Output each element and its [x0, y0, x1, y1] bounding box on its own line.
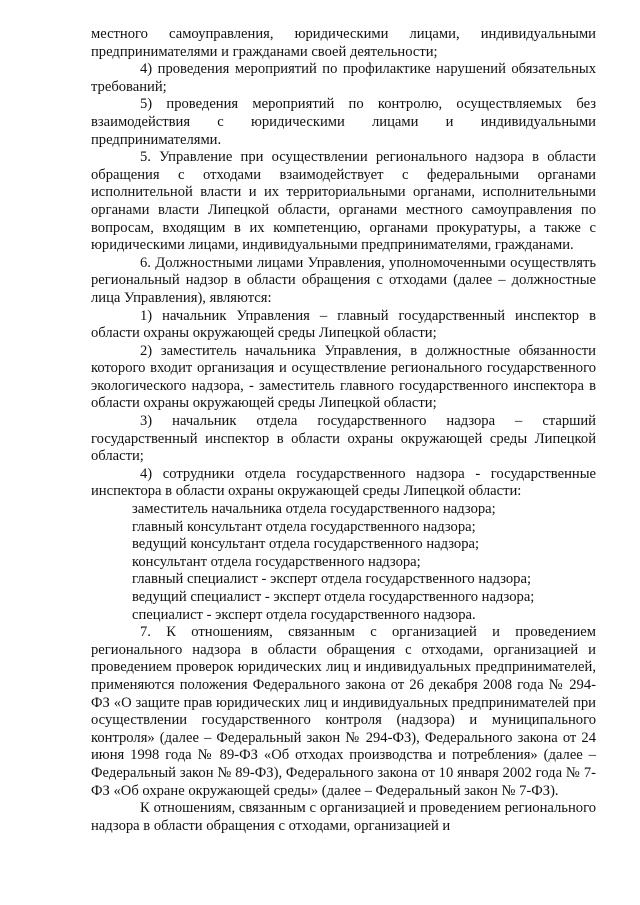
paragraph-official-3: 3) начальник отдела государственного надзора – старший государственный инспектор в области охраны окружающей среды Липецкой области;: [91, 413, 596, 465]
paragraph-clause-6: 6. Должностными лицами Управления, уполномоченными осуществлять региональный надзор в области обращения с отходами (далее – должностные лица Управления), являются:: [91, 254, 596, 306]
list-item: ведущий специалист - эксперт отдела государственного надзора;: [132, 589, 535, 605]
paragraph-official-2: 2) заместитель начальника Управления, в должностные обязанности которого входит организация и осуществление регионального государственного экологического надзора, - заместитель главного государственного инспектора в области охраны окружающей среды Липецкой области;: [91, 342, 596, 412]
paragraphs-after: [91, 624, 596, 835]
paragraph-clause-7: 7. К отношениям, связанным с организацией и проведением регионального надзора в области обращения с отходами, организацией и проведением проверок юридических лиц и индивидуальных предпринимателей, применяются положения Федерального закона от 26 декабря 2008 года № 294-ФЗ «О защите прав юридических лиц и индивидуальных предпринимателей при осуществлении государственного контроля (надзора) и муниципального контроля» (далее – Федеральный закон № 294-ФЗ), Федерального закона от 24 июня 1998 года № 89-ФЗ «Об отходах производства и потребления» (далее – Федеральный закон № 89-ФЗ), Федерального закона от 10 января 2002 года № 7-ФЗ «Об охране окружающей среды» (далее – Федеральный закон № 7-ФЗ).: [91, 624, 596, 799]
list-item: главный консультант отдела государственного надзора;: [132, 518, 476, 535]
list-item: ведущий консультант отдела государственного надзора;: [132, 536, 480, 553]
paragraph-official-1: 1) начальник Управления – главный государственный инспектор в области охраны окружающей среды Липецкой области;: [91, 307, 596, 342]
paragraph-continuation: местного самоуправления, юридическими лицами, индивидуальными предпринимателями и гражданами своей деятельности;: [91, 26, 596, 60]
paragraph-item-5: 5) проведения мероприятий по контролю, осуществляемых без взаимодействия с юридическими лицами и индивидуальными предпринимателями.: [91, 96, 596, 148]
paragraph-official-4: 4) сотрудники отдела государственного надзора - государственные инспектора в области охраны окружающей среды Липецкой области:: [91, 465, 596, 500]
paragraph-item-4: 4) проведения мероприятий по профилактике нарушений обязательных требований;: [91, 61, 596, 95]
list-item: специалист - эксперт отдела государственного надзора.: [132, 606, 476, 623]
paragraph-clause-5: 5. Управление при осуществлении регионального надзора в области обращения с отходами взаимодействует с федеральными органами исполнительной власти и их территориальными органами, исполнительными органами власти Липецкой области, органами местного самоуправления по вопросам, входящим в их компетенцию, органами прокуратуры, а также с юридическими лицами, индивидуальными предпринимателями, гражданами.: [91, 149, 596, 254]
staff-list: [91, 501, 596, 624]
list-item: консультант отдела государственного надзора;: [132, 553, 421, 570]
paragraph-relations: К отношениям, связанным с организацией и проведением регионального надзора в области обращения с отходами, организацией и: [91, 800, 596, 834]
paragraphs-before: [91, 26, 596, 501]
list-item: главный специалист - эксперт отдела государственного надзора;: [132, 571, 532, 588]
list-item: заместитель начальника отдела государственного надзора;: [132, 501, 496, 518]
